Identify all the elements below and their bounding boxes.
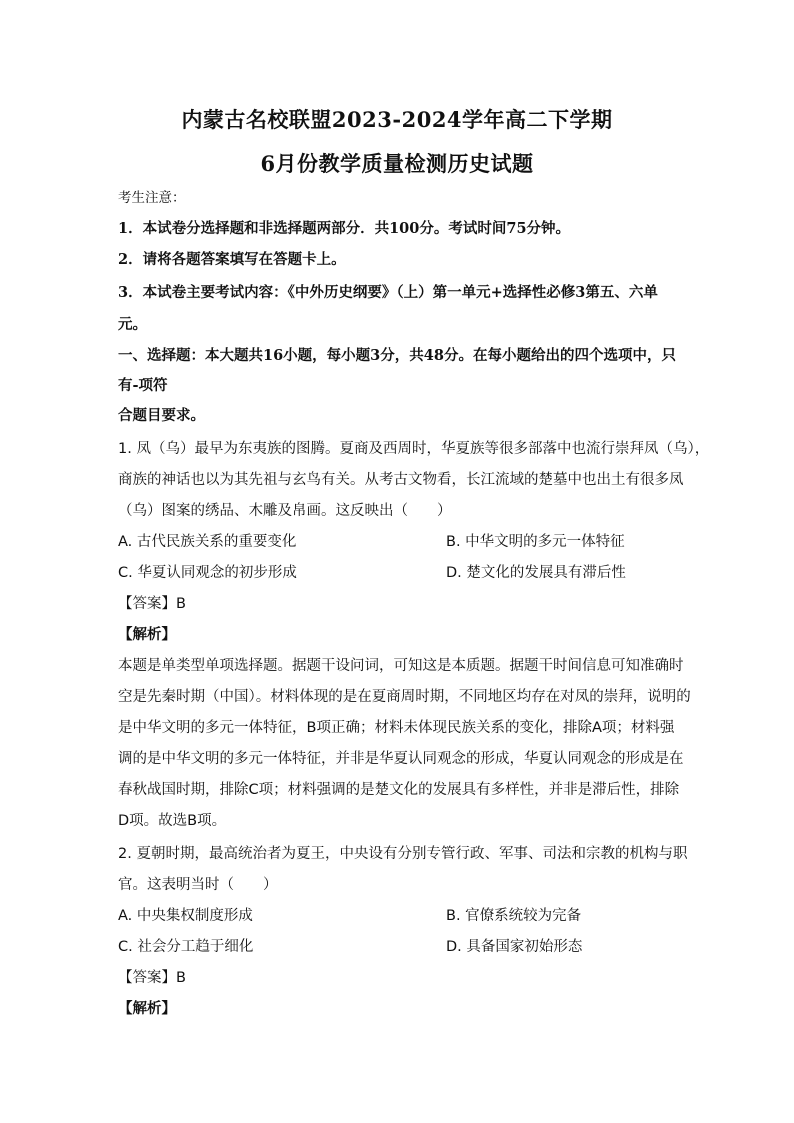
notice-heading: 考生注意： bbox=[118, 190, 186, 206]
exam-title-line1: 内蒙古名校联盟2023-2024学年高二下学期 bbox=[181, 107, 613, 132]
q2-answer: 【答案】B bbox=[118, 970, 186, 986]
q1-stem-line2: 商族的神话也以为其先祖与玄鸟有关。从考古文物看，长江流域的楚墓中也出土有很多凤 bbox=[118, 472, 684, 488]
notice-item-1: 1．本试卷分选择题和非选择题两部分．共100分。考试时间75分钟。 bbox=[118, 220, 571, 237]
notice-item-2: 2．请将各题答案填写在答题卡上。 bbox=[118, 251, 346, 268]
q2-analysis-label: 【解析】 bbox=[118, 1000, 176, 1017]
q1-option-c: C. 华夏认同观念的初步形成 bbox=[118, 565, 297, 581]
q1-analysis-line6: D项。故选B项。 bbox=[118, 813, 227, 829]
q1-option-b: B. 中华文明的多元一体特征 bbox=[446, 534, 625, 550]
exam-title-line2: 6月份教学质量检测历史试题 bbox=[260, 151, 534, 176]
q2-option-d: D. 具备国家初始形态 bbox=[446, 939, 583, 955]
q1-analysis-label: 【解析】 bbox=[118, 626, 176, 643]
section-1-heading-line1: 一、选择题：本大题共16小题，每小题3分，共48分。在每小题给出的四个选项中，只 bbox=[118, 347, 676, 364]
q2-option-b: B. 官僚系统较为完备 bbox=[446, 908, 582, 924]
q1-analysis-line1: 本题是单类型单项选择题。据题干设问词，可知这是本质题。据题干时间信息可知准确时 bbox=[118, 658, 684, 674]
q1-analysis-line4: 调的是中华文明的多元一体特征，并非是华夏认同观念的形成，华夏认同观念的形成是在 bbox=[118, 751, 684, 767]
q1-option-d: D. 楚文化的发展具有滞后性 bbox=[446, 565, 626, 581]
q1-analysis-line5: 春秋战国时期，排除C项；材料强调的是楚文化的发展具有多样性，并非是滞后性，排除 bbox=[118, 782, 680, 798]
q2-option-c: C. 社会分工趋于细化 bbox=[118, 939, 254, 955]
q1-option-a: A. 古代民族关系的重要变化 bbox=[118, 534, 297, 550]
q1-answer: 【答案】B bbox=[118, 596, 186, 612]
q1-analysis-line3: 是中华文明的多元一体特征，B项正确；材料未体现民族关系的变化，排除A项；材料强 bbox=[118, 720, 675, 736]
notice-item-3-line1: 3．本试卷主要考试内容：《中外历史纲要》（上）第一单元+选择性必修3第五、六单 bbox=[118, 284, 658, 301]
q1-stem-line3: （乌）图案的绣品、木雕及帛画。这反映出（ ） bbox=[118, 503, 452, 519]
q1-analysis-line2: 空是先秦时期（中国）。材料体现的是在夏商周时期，不同地区均存在对凤的崇拜，说明的 bbox=[118, 689, 691, 705]
notice-item-3-line2: 元。 bbox=[118, 316, 147, 333]
q2-stem-line2: 官。这表明当时（ ） bbox=[118, 877, 278, 893]
section-1-heading-line2: 有-项符 bbox=[118, 377, 168, 394]
section-1-heading-line3: 合题目要求。 bbox=[118, 407, 205, 424]
q2-stem-line1: 2. 夏朝时期，最高统治者为夏王，中央设有分别专管行政、军事、司法和宗教的机构与职 bbox=[118, 846, 688, 862]
q1-stem-line1: 1. 凤（乌）最早为东夷族的图腾。夏商及西周时，华夏族等很多部落中也流行崇拜凤（乌）， bbox=[118, 441, 710, 457]
q2-option-a: A. 中央集权制度形成 bbox=[118, 908, 253, 924]
